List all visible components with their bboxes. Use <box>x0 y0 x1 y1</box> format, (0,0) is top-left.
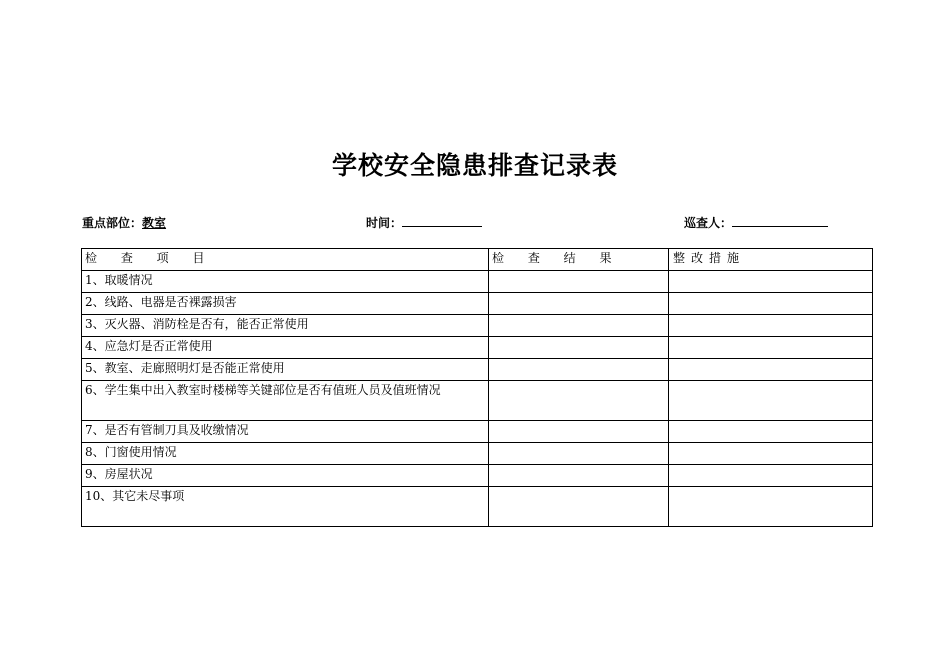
row-measure[interactable] <box>669 337 873 359</box>
row-item: 7、是否有管制刀具及收缴情况 <box>82 421 489 443</box>
row-measure[interactable] <box>669 421 873 443</box>
time-value[interactable] <box>402 214 482 227</box>
header-item: 检 查 项 目 <box>82 249 489 271</box>
row-result[interactable] <box>489 381 669 421</box>
row-item: 3、灭火器、消防栓是否有，能否正常使用 <box>82 315 489 337</box>
time-field <box>366 214 482 231</box>
row-result[interactable] <box>489 293 669 315</box>
inspector-field <box>684 214 828 231</box>
row-result[interactable] <box>489 337 669 359</box>
table-row <box>82 381 873 421</box>
table-row <box>82 443 873 465</box>
table-row <box>82 487 873 527</box>
row-measure[interactable] <box>669 271 873 293</box>
header-result: 检 查 结 果 <box>489 249 669 271</box>
row-item: 8、门窗使用情况 <box>82 443 489 465</box>
row-item: 2、线路、电器是否裸露损害 <box>82 293 489 315</box>
inspector-label: 巡查人： <box>684 216 733 230</box>
document-title: 学校安全隐患排查记录表 <box>331 151 618 180</box>
row-measure[interactable] <box>669 293 873 315</box>
row-item: 9、房屋状况 <box>82 465 489 487</box>
row-item: 4、应急灯是否正常使用 <box>82 337 489 359</box>
row-item: 10、其它未尽事项 <box>82 487 489 527</box>
row-result[interactable] <box>489 315 669 337</box>
table-row <box>82 271 873 293</box>
table-row <box>82 337 873 359</box>
inspection-table <box>81 248 873 527</box>
table-row <box>82 359 873 381</box>
table-row <box>82 315 873 337</box>
dept-value[interactable]: 教室 <box>142 216 167 230</box>
table-row <box>82 293 873 315</box>
table-header-row <box>82 249 873 271</box>
row-result[interactable] <box>489 487 669 527</box>
row-result[interactable] <box>489 465 669 487</box>
inspector-value[interactable] <box>732 214 828 227</box>
row-measure[interactable] <box>669 443 873 465</box>
row-measure[interactable] <box>669 359 873 381</box>
dept-field <box>82 214 166 231</box>
row-measure[interactable] <box>669 465 873 487</box>
row-item: 6、学生集中出入教室时楼梯等关键部位是否有值班人员及值班情况 <box>82 381 489 421</box>
time-label: 时间： <box>366 216 403 230</box>
dept-label: 重点部位： <box>82 216 143 230</box>
row-measure[interactable] <box>669 315 873 337</box>
row-measure[interactable] <box>669 487 873 527</box>
row-measure[interactable] <box>669 381 873 421</box>
row-result[interactable] <box>489 421 669 443</box>
header-measure: 整改措施 <box>669 249 873 271</box>
row-result[interactable] <box>489 359 669 381</box>
row-result[interactable] <box>489 443 669 465</box>
row-item: 5、教室、走廊照明灯是否能正常使用 <box>82 359 489 381</box>
table-row <box>82 421 873 443</box>
table-row <box>82 465 873 487</box>
row-result[interactable] <box>489 271 669 293</box>
row-item: 1、取暖情况 <box>82 271 489 293</box>
